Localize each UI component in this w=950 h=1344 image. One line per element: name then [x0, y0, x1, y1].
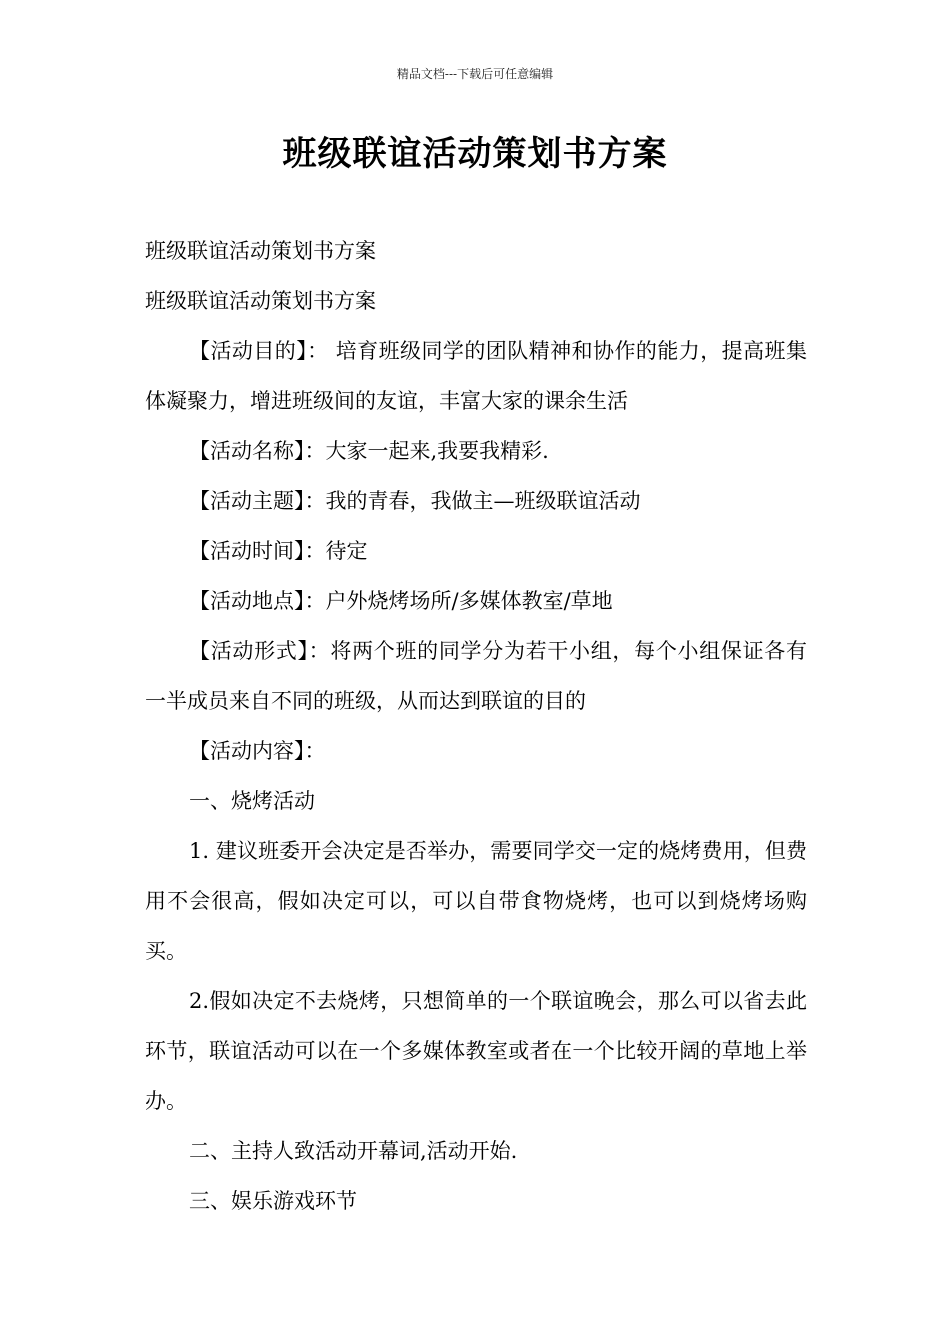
section-heading-games: 三、娱乐游戏环节 [189, 1189, 357, 1213]
paragraph-content-heading: 【活动内容】： [189, 739, 326, 763]
paragraph: 班级联谊活动策划书方案 [145, 239, 376, 263]
document-body [145, 226, 807, 1226]
paragraph-time: 【活动时间】：待定 [189, 539, 368, 563]
header-note: 精品文档---下载后可任意编辑 [396, 67, 554, 81]
paragraph: 班级联谊活动策划书方案 [145, 289, 376, 313]
paragraph-name: 【活动名称】：大家一起来,我要我精彩. [189, 439, 549, 463]
document-title: 班级联谊活动策划书方案 [282, 134, 668, 174]
paragraph-location: 【活动地点】：户外烧烤场所/多媒体教室/草地 [189, 589, 613, 613]
paragraph-format: 【活动形式】：将两个班的同学分为若干小组，每个小组保证各有一半成员来自不同的班级，从而达到联谊的目的 [145, 639, 807, 713]
list-item-1: 1. 建议班委开会决定是否举办，需要同学交一定的烧烤费用，但费用不会很高，假如决定可以，可以自带食物烧烤，也可以到烧烤场购买。 [145, 839, 807, 963]
list-item-2: 2.假如决定不去烧烤，只想简单的一个联谊晚会，那么可以省去此环节，联谊活动可以在一个多媒体教室或者在一个比较开阔的草地上举办。 [145, 989, 807, 1113]
paragraph-purpose: 【活动目的】： 培育班级同学的团队精神和协作的能力，提高班集体凝聚力，增进班级间的友谊，丰富大家的课余生活 [145, 339, 807, 413]
section-heading-opening: 二、主持人致活动开幕词,活动开始. [189, 1139, 518, 1163]
section-heading-bbq: 一、烧烤活动 [189, 789, 315, 813]
paragraph-theme: 【活动主题】：我的青春，我做主—班级联谊活动 [189, 489, 641, 513]
